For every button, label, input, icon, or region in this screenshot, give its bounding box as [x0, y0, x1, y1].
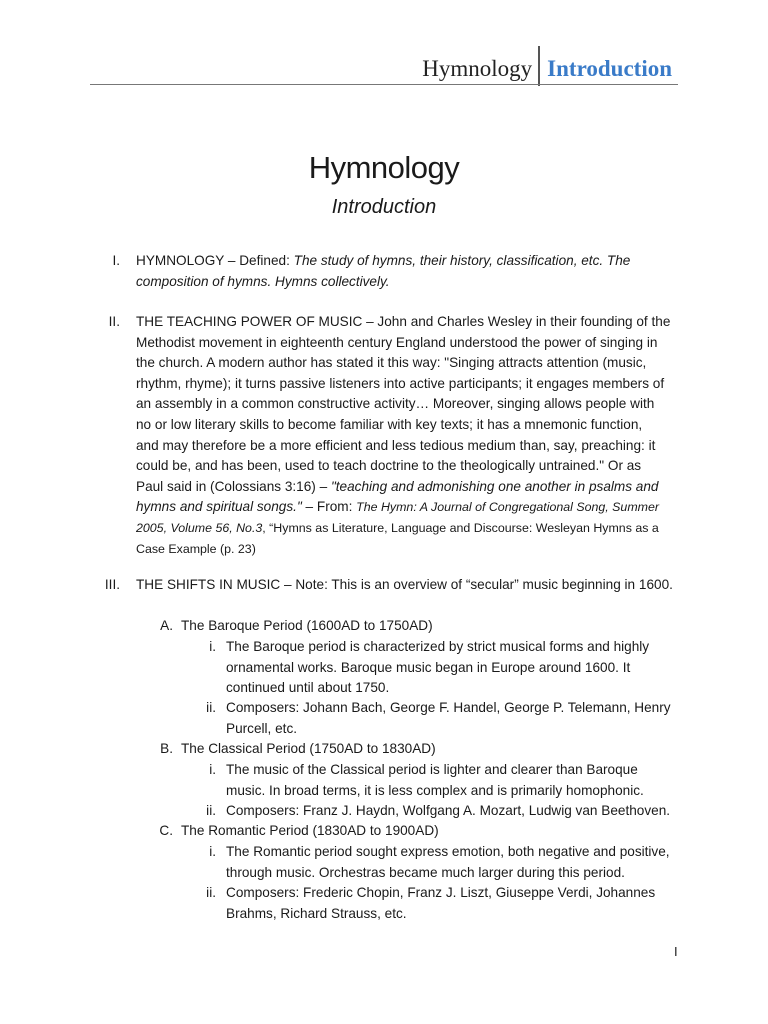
section-2-line: rhythm, rhyme); it turns passive listeners into active participants; it engages members of: [136, 375, 665, 391]
period-c-item-1-line: The Romantic period sought express emotion, both negative and positive,: [226, 844, 670, 859]
period-c-item-2: [226, 883, 686, 924]
period-a-item-1-line: The Baroque period is characterized by strict musical forms and highly: [226, 639, 650, 654]
period-b-item-1-line: The music of the Classical period is lighter and clearer than Baroque: [226, 762, 638, 777]
header-course-title: Hymnology: [422, 56, 533, 81]
period-c-item-2-line: Brahms, Richard Strauss, etc.: [226, 905, 407, 921]
period-a-title: The Baroque Period (1600AD to 1750AD): [181, 618, 433, 633]
section-2-line: and may therefore be a more efficient and less tedious medium than, say, preaching: it: [136, 437, 656, 453]
section-3-number: III.: [104, 577, 120, 592]
period-c-item-1-line: through music. Orchestras became much larger during this period.: [226, 864, 625, 880]
section-2-text: [136, 312, 676, 559]
period-b-title: The Classical Period (1750AD to 1830AD): [181, 741, 436, 756]
period-b-label: B.: [160, 741, 173, 756]
section-2-line: no or low literary skills to become familiar with key texts; it has a mnemonic function,: [136, 416, 643, 432]
page-number: I: [674, 944, 678, 959]
period-a-item-2: [226, 698, 686, 739]
period-b-item-2-number: ii.: [206, 803, 216, 818]
period-a-label: A.: [160, 618, 173, 633]
section-2-quote-cont: hymns and spiritual songs.": [136, 499, 302, 515]
section-2-from: – From:: [301, 499, 357, 515]
section-2-journal-issue: 2005, Volume 56, No.3: [136, 520, 263, 535]
section-2-number: II.: [108, 314, 120, 329]
section-2-line: the church. A modern author has stated it this way: "Singing attracts attention (music,: [136, 355, 647, 371]
section-2-line: could be, and has been, used to teach doctrine to the theologically untrained." Or as: [136, 458, 642, 474]
section-1-text: [136, 251, 676, 292]
period-a-item-1: [226, 637, 686, 699]
period-b-item-1: [226, 760, 686, 801]
period-c-title: The Romantic Period (1830AD to 1900AD): [181, 823, 439, 838]
period-c-item-1-number: i.: [209, 844, 216, 859]
header-rule: [90, 84, 678, 85]
header-section-title: Introduction: [547, 56, 672, 81]
period-a-item-1-number: i.: [209, 639, 216, 654]
period-b-item-2: Composers: Franz J. Haydn, Wolfgang A. Mozart, Ludwig van Beethoven.: [226, 803, 671, 818]
period-c-item-2-number: ii.: [206, 885, 216, 900]
section-1-definition-cont: composition of hymns. Hymns collectively.: [136, 273, 390, 289]
section-2-line: Methodist movement in eighteenth century England understood the power of singing in: [136, 334, 658, 350]
period-a-item-1-line: ornamental works. Baroque music began in Europe around 1600. It: [226, 659, 631, 675]
running-header: [422, 46, 672, 86]
section-1-lead: HYMNOLOGY – Defined:: [136, 253, 294, 268]
period-b-item-1-number: i.: [209, 762, 216, 777]
period-a-item-1-line: continued until about 1750.: [226, 680, 390, 696]
section-2-article-title-cont: Case Example (p. 23): [136, 541, 256, 556]
period-a-item-2-number: ii.: [206, 700, 216, 715]
period-c-label: C.: [159, 823, 173, 838]
document-subtitle: Introduction: [331, 196, 437, 218]
section-2-quote: "teaching and admonishing one another in psalms and: [330, 478, 659, 494]
section-1-definition: The study of hymns, their history, classification, etc. The: [293, 253, 631, 268]
period-c-item-2-line: Composers: Frederic Chopin, Franz J. Liszt, Giuseppe Verdi, Johannes: [226, 885, 656, 900]
section-1-number: I.: [112, 253, 120, 268]
section-2-line: THE TEACHING POWER OF MUSIC – John and Charles Wesley in their founding of the: [136, 314, 671, 329]
period-a-item-2-line: Composers: Johann Bach, George F. Handel, George P. Telemann, Henry: [226, 700, 671, 715]
document-title: Hymnology: [308, 150, 460, 185]
period-c-item-1: [226, 842, 686, 883]
section-3-text: THE SHIFTS IN MUSIC – Note: This is an overview of “secular” music beginning in 1600.: [136, 577, 673, 592]
section-2-citation: Paul said in (Colossians 3:16) –: [136, 478, 331, 494]
section-2-line: an assembly in a common constructive activity… Moreover, singing allows people with: [136, 396, 655, 412]
section-2-journal: The Hymn: A Journal of Congregational Song, Summer: [356, 500, 659, 515]
period-b-item-1-line: music. In broad terms, it is less complex and is primarily homophonic.: [226, 782, 644, 798]
period-a-item-2-line: Purcell, etc.: [226, 720, 298, 736]
section-2-article-title: , “Hymns as Literature, Language and Discourse: Wesleyan Hymns as a: [262, 520, 659, 535]
